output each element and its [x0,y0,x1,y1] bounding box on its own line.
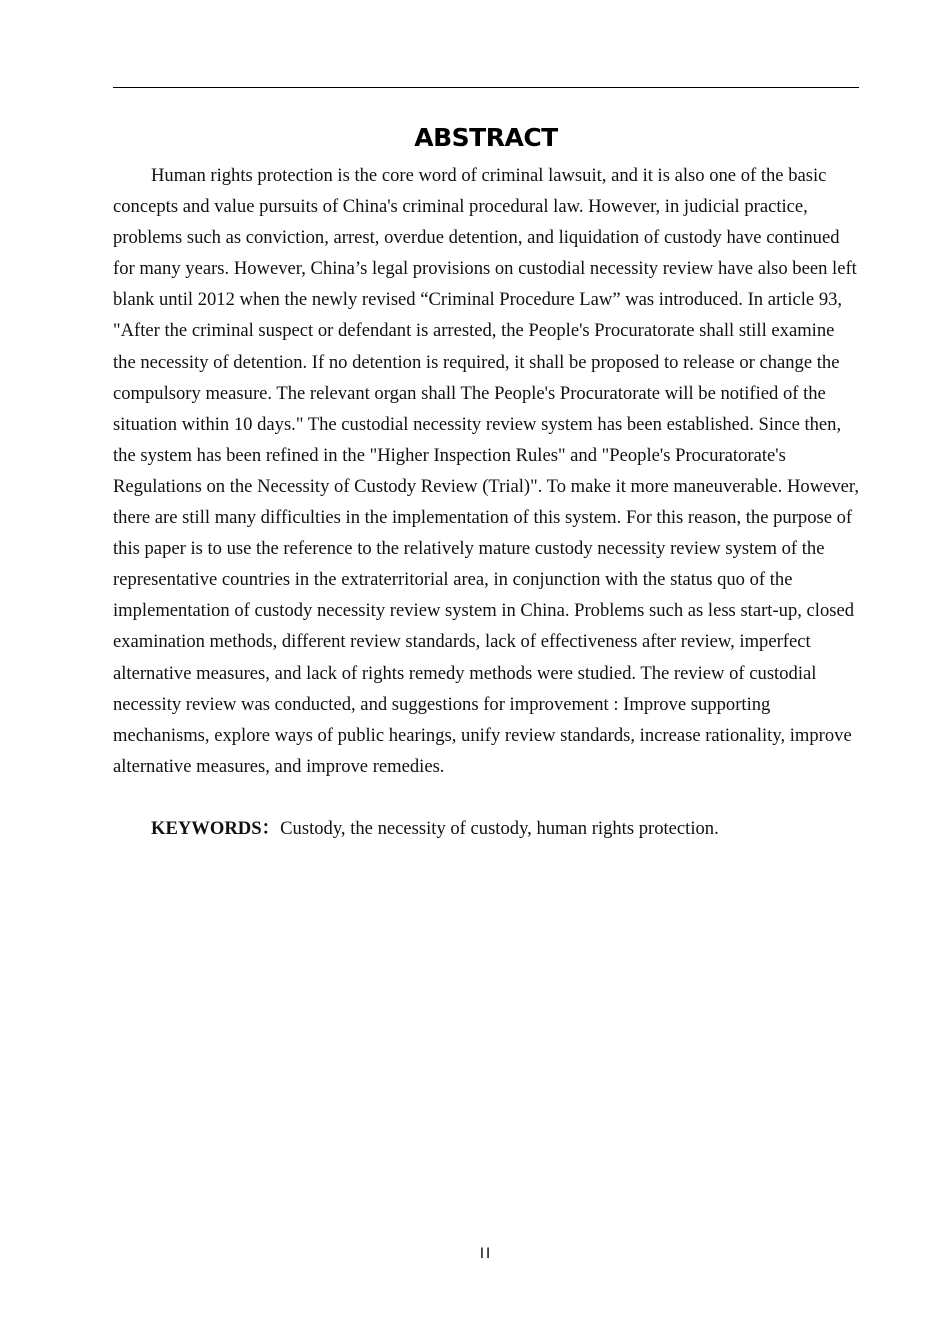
keywords-line [113,813,861,844]
header-rule [113,87,859,88]
abstract-title: ABSTRACT [414,123,558,152]
keywords-text: Custody, the necessity of custody, human rights protection. [280,818,719,839]
keywords-label: KEYWORDS： [151,818,281,839]
abstract-body: Human rights protection is the core word of criminal lawsuit, and it is also one of the basic concepts and value pursuits of China's criminal procedural law. However, in judicial practice, problems such as conviction, arrest, overdue detention, and liquidation of custody have continued for many years. However, China’s legal provisions on custodial necessity review have also been left blank until 2012 when the newly revised “Criminal Procedure Law” was introduced. In article 93, "After the criminal suspect or defendant is arrested, the People's Procuratorate shall still examine the necessity of detention. If no detention is required, it shall be proposed to release or change the compulsory measure. The relevant organ shall The People's Procuratorate will be notified of the situation within 10 days." The custodial necessity review system has been established. Since then, the system has been refined in the "Higher Inspection Rules" and "People's Procuratorate's Regulations on the Necessity of Custody Review (Trial)". To make it more maneuverable. However, there are still many difficulties in the implementation of this system. For this reason, the purpose of this paper is to use the reference to the relatively mature custody necessity review system of the representative countries in the extraterritorial area, in conjunction with the status quo of the implementation of custody necessity review system in China. Problems such as less start-up, closed examination methods, different review standards, lack of effectiveness after review, imperfect alternative measures, and lack of rights remedy methods were studied. The review of custodial necessity review was conducted, and suggestions for improvement : Improve supporting mechanisms, explore ways of public hearings, unify review standards, increase rationality, improve alternative measures, and improve remedies. [113,165,860,777]
page-number: II [479,1246,493,1262]
